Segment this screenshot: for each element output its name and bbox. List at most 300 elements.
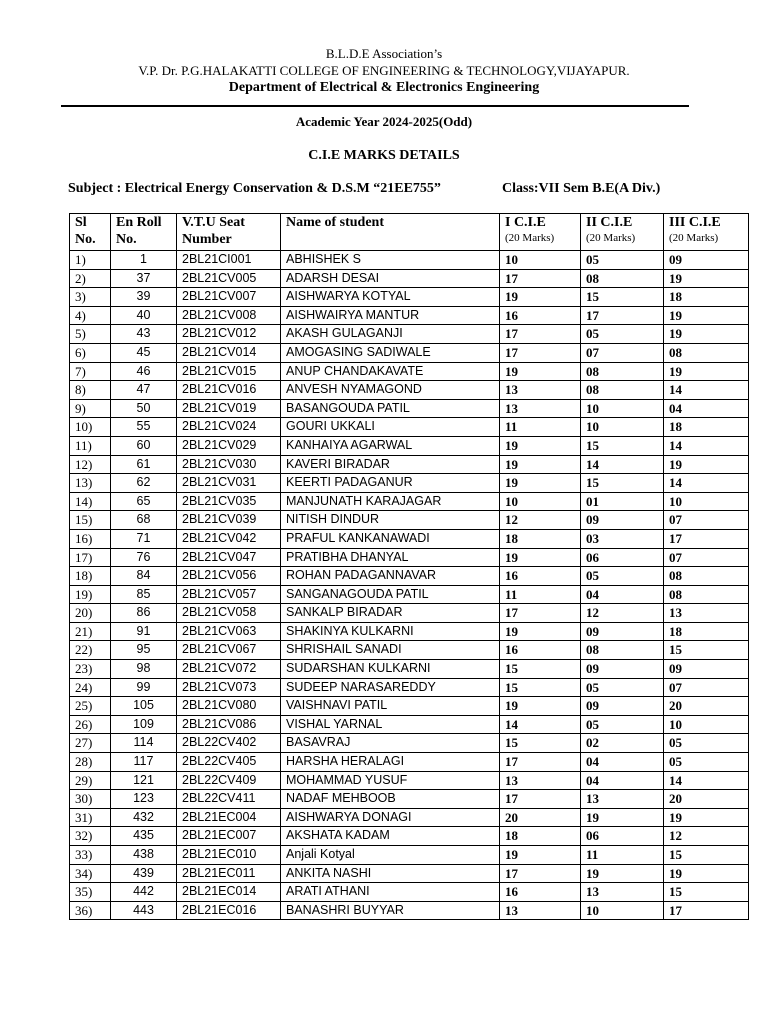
name-cell: SHAKINYA KULKARNI (281, 622, 500, 641)
cie3-cell: 19 (664, 808, 749, 827)
cie2-cell: 09 (581, 660, 664, 679)
cie1-cell: 17 (500, 343, 581, 362)
cie2-cell: 08 (581, 362, 664, 381)
name-cell: AKASH GULAGANJI (281, 325, 500, 344)
roll-cell: 46 (111, 362, 177, 381)
table-row (70, 399, 749, 418)
cie3-cell: 14 (664, 381, 749, 400)
roll-cell: 61 (111, 455, 177, 474)
cie1-cell: 15 (500, 660, 581, 679)
roll-cell: 91 (111, 622, 177, 641)
cie1-cell: 13 (500, 399, 581, 418)
name-cell: HARSHA HERALAGI (281, 753, 500, 772)
seat-cell: 2BL21CV014 (177, 343, 281, 362)
cie2-cell: 19 (581, 808, 664, 827)
cie1-cell: 19 (500, 288, 581, 307)
table-row (70, 697, 749, 716)
sl-cell: 22) (70, 641, 111, 660)
roll-cell: 442 (111, 883, 177, 902)
cie3-cell: 07 (664, 548, 749, 567)
name-cell: MANJUNATH KARAJAGAR (281, 492, 500, 511)
table-row (70, 418, 749, 437)
college-name: V.P. Dr. P.G.HALAKATTI COLLEGE OF ENGINEERING & TECHNOLOGY,VIJAYAPUR. (138, 63, 630, 78)
cie1-cell: 19 (500, 846, 581, 865)
name-cell: ABHISHEK S (281, 251, 500, 270)
table-row (70, 753, 749, 772)
cie3-cell: 08 (664, 585, 749, 604)
sl-cell: 36) (70, 901, 111, 920)
sl-cell: 6) (70, 343, 111, 362)
name-cell: PRAFUL KANKANAWADI (281, 529, 500, 548)
cie3-cell: 07 (664, 678, 749, 697)
name-cell: SHRISHAIL SANADI (281, 641, 500, 660)
roll-cell: 43 (111, 325, 177, 344)
sl-cell: 11) (70, 436, 111, 455)
cie3-cell: 15 (664, 641, 749, 660)
cie1-cell: 19 (500, 436, 581, 455)
cie2-cell: 05 (581, 251, 664, 270)
table-row (70, 604, 749, 623)
cie1-cell: 20 (500, 808, 581, 827)
cie2-cell: 12 (581, 604, 664, 623)
roll-cell: 432 (111, 808, 177, 827)
name-cell: ARATI ATHANI (281, 883, 500, 902)
seat-cell: 2BL22CV411 (177, 790, 281, 809)
table-row (70, 641, 749, 660)
cie2-cell: 01 (581, 492, 664, 511)
table-row (70, 436, 749, 455)
name-cell: AISHWARYA DONAGI (281, 808, 500, 827)
seat-cell: 2BL21CV067 (177, 641, 281, 660)
cie2-cell: 09 (581, 697, 664, 716)
sl-cell: 15) (70, 511, 111, 530)
cie3-cell: 13 (664, 604, 749, 623)
roll-cell: 95 (111, 641, 177, 660)
seat-cell: 2BL22CV402 (177, 734, 281, 753)
sl-cell: 16) (70, 529, 111, 548)
table-row (70, 864, 749, 883)
table-row (70, 251, 749, 270)
cie1-cell: 10 (500, 251, 581, 270)
roll-cell: 40 (111, 306, 177, 325)
sl-cell: 19) (70, 585, 111, 604)
cie1-cell: 19 (500, 474, 581, 493)
sl-cell: 31) (70, 808, 111, 827)
table-row (70, 548, 749, 567)
cie1-cell: 10 (500, 492, 581, 511)
roll-cell: 99 (111, 678, 177, 697)
roll-cell: 439 (111, 864, 177, 883)
roll-cell: 443 (111, 901, 177, 920)
sl-cell: 20) (70, 604, 111, 623)
cie1-cell: 11 (500, 585, 581, 604)
table-row (70, 381, 749, 400)
cie2-cell: 09 (581, 511, 664, 530)
seat-cell: 2BL21CV072 (177, 660, 281, 679)
cie1-cell: 18 (500, 827, 581, 846)
cie3-cell: 20 (664, 697, 749, 716)
name-cell: SANKALP BIRADAR (281, 604, 500, 623)
cie1-cell: 19 (500, 622, 581, 641)
cie2-cell: 13 (581, 790, 664, 809)
cie3-cell: 14 (664, 474, 749, 493)
cie2-cell: 05 (581, 678, 664, 697)
name-cell: VAISHNAVI PATIL (281, 697, 500, 716)
cie1-cell: 19 (500, 455, 581, 474)
sl-cell: 13) (70, 474, 111, 493)
seat-cell: 2BL21CV012 (177, 325, 281, 344)
cie3-cell: 18 (664, 622, 749, 641)
table-row (70, 455, 749, 474)
marks-table (69, 213, 749, 920)
cie2-cell: 15 (581, 474, 664, 493)
roll-cell: 1 (111, 251, 177, 270)
cie1-cell: 18 (500, 529, 581, 548)
sl-cell: 10) (70, 418, 111, 437)
cie3-cell: 15 (664, 883, 749, 902)
name-cell: AISHWAIRYA MANTUR (281, 306, 500, 325)
table-row (70, 790, 749, 809)
name-cell: NITISH DINDUR (281, 511, 500, 530)
header-name: Name of student (281, 214, 500, 251)
name-cell: NADAF MEHBOOB (281, 790, 500, 809)
academic-year: Academic Year 2024-2025(Odd) (295, 114, 473, 129)
cie2-cell: 14 (581, 455, 664, 474)
cie1-cell: 14 (500, 715, 581, 734)
seat-cell: 2BL21CV024 (177, 418, 281, 437)
name-cell: SUDARSHAN KULKARNI (281, 660, 500, 679)
name-cell: SANGANAGOUDA PATIL (281, 585, 500, 604)
cie2-cell: 08 (581, 381, 664, 400)
cie3-cell: 17 (664, 529, 749, 548)
cie1-cell: 19 (500, 362, 581, 381)
table-row (70, 827, 749, 846)
table-header-row (70, 214, 749, 251)
roll-cell: 123 (111, 790, 177, 809)
seat-cell: 2BL21CV031 (177, 474, 281, 493)
seat-cell: 2BL21CV030 (177, 455, 281, 474)
cie1-cell: 16 (500, 883, 581, 902)
cie2-cell: 04 (581, 771, 664, 790)
cie2-cell: 09 (581, 622, 664, 641)
cie2-cell: 03 (581, 529, 664, 548)
name-cell: SUDEEP NARASAREDDY (281, 678, 500, 697)
seat-cell: 2BL21CV005 (177, 269, 281, 288)
roll-cell: 438 (111, 846, 177, 865)
table-row (70, 325, 749, 344)
cie1-cell: 17 (500, 790, 581, 809)
cie2-cell: 17 (581, 306, 664, 325)
name-cell: AKSHATA KADAM (281, 827, 500, 846)
table-row (70, 511, 749, 530)
cie2-cell: 04 (581, 753, 664, 772)
sl-cell: 3) (70, 288, 111, 307)
header-roll: En Roll No. (111, 214, 177, 251)
cie3-cell: 17 (664, 901, 749, 920)
cie1-cell: 16 (500, 306, 581, 325)
roll-cell: 37 (111, 269, 177, 288)
table-row (70, 771, 749, 790)
sl-cell: 28) (70, 753, 111, 772)
sl-cell: 8) (70, 381, 111, 400)
cie3-cell: 04 (664, 399, 749, 418)
name-cell: VISHAL YARNAL (281, 715, 500, 734)
sl-cell: 21) (70, 622, 111, 641)
sl-cell: 32) (70, 827, 111, 846)
seat-cell: 2BL21CV086 (177, 715, 281, 734)
table-row (70, 567, 749, 586)
seat-cell: 2BL21EC011 (177, 864, 281, 883)
roll-cell: 98 (111, 660, 177, 679)
name-cell: AISHWARYA KOTYAL (281, 288, 500, 307)
seat-cell: 2BL21CV019 (177, 399, 281, 418)
cie3-cell: 19 (664, 864, 749, 883)
table-row (70, 474, 749, 493)
name-cell: BASAVRAJ (281, 734, 500, 753)
cie1-cell: 13 (500, 901, 581, 920)
cie2-cell: 10 (581, 418, 664, 437)
sl-cell: 34) (70, 864, 111, 883)
sl-cell: 14) (70, 492, 111, 511)
cie2-cell: 07 (581, 343, 664, 362)
sl-cell: 27) (70, 734, 111, 753)
table-row (70, 622, 749, 641)
cie1-cell: 17 (500, 753, 581, 772)
cie2-cell: 15 (581, 436, 664, 455)
cie3-cell: 12 (664, 827, 749, 846)
roll-cell: 47 (111, 381, 177, 400)
cie1-cell: 16 (500, 567, 581, 586)
cie3-cell: 15 (664, 846, 749, 865)
seat-cell: 2BL21EC016 (177, 901, 281, 920)
cie2-cell: 08 (581, 269, 664, 288)
header-cie2: II C.I.E (20 Marks) (581, 214, 664, 251)
cie2-cell: 02 (581, 734, 664, 753)
cie3-cell: 10 (664, 715, 749, 734)
cie3-cell: 10 (664, 492, 749, 511)
header-sl: Sl No. (70, 214, 111, 251)
sl-cell: 26) (70, 715, 111, 734)
cie2-cell: 04 (581, 585, 664, 604)
seat-cell: 2BL22CV405 (177, 753, 281, 772)
cie3-cell: 20 (664, 790, 749, 809)
cie1-cell: 17 (500, 604, 581, 623)
cie3-cell: 14 (664, 436, 749, 455)
sl-cell: 4) (70, 306, 111, 325)
seat-cell: 2BL21CV008 (177, 306, 281, 325)
cie1-cell: 15 (500, 734, 581, 753)
cie1-cell: 15 (500, 678, 581, 697)
sl-cell: 9) (70, 399, 111, 418)
table-row (70, 343, 749, 362)
seat-cell: 2BL21CV015 (177, 362, 281, 381)
cie2-cell: 10 (581, 901, 664, 920)
sl-cell: 18) (70, 567, 111, 586)
name-cell: KAVERI BIRADAR (281, 455, 500, 474)
roll-cell: 114 (111, 734, 177, 753)
roll-cell: 85 (111, 585, 177, 604)
name-cell: KANHAIYA AGARWAL (281, 436, 500, 455)
cie3-cell: 08 (664, 343, 749, 362)
table-row (70, 269, 749, 288)
seat-cell: 2BL21EC007 (177, 827, 281, 846)
table-row (70, 529, 749, 548)
name-cell: BASANGOUDA PATIL (281, 399, 500, 418)
seat-cell: 2BL21CV039 (177, 511, 281, 530)
table-row (70, 901, 749, 920)
seat-cell: 2BL21CV058 (177, 604, 281, 623)
roll-cell: 55 (111, 418, 177, 437)
seat-cell: 2BL21CV063 (177, 622, 281, 641)
name-cell: ADARSH DESAI (281, 269, 500, 288)
sl-cell: 35) (70, 883, 111, 902)
cie1-cell: 17 (500, 269, 581, 288)
roll-cell: 65 (111, 492, 177, 511)
seat-cell: 2BL21EC010 (177, 846, 281, 865)
name-cell: MOHAMMAD YUSUF (281, 771, 500, 790)
roll-cell: 109 (111, 715, 177, 734)
roll-cell: 84 (111, 567, 177, 586)
name-cell: AMOGASING SADIWALE (281, 343, 500, 362)
cie2-cell: 05 (581, 325, 664, 344)
cie3-cell: 19 (664, 325, 749, 344)
roll-cell: 86 (111, 604, 177, 623)
roll-cell: 45 (111, 343, 177, 362)
name-cell: ANVESH NYAMAGOND (281, 381, 500, 400)
table-row (70, 846, 749, 865)
roll-cell: 60 (111, 436, 177, 455)
cie2-cell: 05 (581, 567, 664, 586)
seat-cell: 2BL21EC014 (177, 883, 281, 902)
seat-cell: 2BL21CV080 (177, 697, 281, 716)
header-cie3: III C.I.E (20 Marks) (664, 214, 749, 251)
cie1-cell: 12 (500, 511, 581, 530)
seat-cell: 2BL21CV056 (177, 567, 281, 586)
cie3-cell: 19 (664, 269, 749, 288)
cie2-cell: 13 (581, 883, 664, 902)
sl-cell: 17) (70, 548, 111, 567)
table-row (70, 883, 749, 902)
cie2-cell: 10 (581, 399, 664, 418)
table-row (70, 492, 749, 511)
cie3-cell: 19 (664, 455, 749, 474)
cie2-cell: 08 (581, 641, 664, 660)
seat-cell: 2BL21CV016 (177, 381, 281, 400)
sl-cell: 24) (70, 678, 111, 697)
sl-cell: 25) (70, 697, 111, 716)
name-cell: PRATIBHA DHANYAL (281, 548, 500, 567)
table-row (70, 585, 749, 604)
sl-cell: 29) (70, 771, 111, 790)
roll-cell: 50 (111, 399, 177, 418)
cie1-cell: 13 (500, 771, 581, 790)
name-cell: KEERTI PADAGANUR (281, 474, 500, 493)
cie2-cell: 05 (581, 715, 664, 734)
cie3-cell: 19 (664, 362, 749, 381)
table-row (70, 715, 749, 734)
cie3-cell: 18 (664, 288, 749, 307)
seat-cell: 2BL21CV047 (177, 548, 281, 567)
cie3-cell: 19 (664, 306, 749, 325)
document-title: C.I.E MARKS DETAILS (308, 148, 460, 163)
cie2-cell: 19 (581, 864, 664, 883)
table-row (70, 660, 749, 679)
class-line: Class:VII Sem B.E(A Div.) (502, 181, 661, 196)
seat-cell: 2BL21CI001 (177, 251, 281, 270)
table-row (70, 362, 749, 381)
cie3-cell: 05 (664, 734, 749, 753)
sl-cell: 33) (70, 846, 111, 865)
seat-cell: 2BL21CV057 (177, 585, 281, 604)
seat-cell: 2BL22CV409 (177, 771, 281, 790)
roll-cell: 117 (111, 753, 177, 772)
seat-cell: 2BL21CV042 (177, 529, 281, 548)
cie3-cell: 18 (664, 418, 749, 437)
seat-cell: 2BL21EC004 (177, 808, 281, 827)
sl-cell: 12) (70, 455, 111, 474)
cie2-cell: 11 (581, 846, 664, 865)
association-name: B.L.D.E Association’s (325, 46, 443, 61)
roll-cell: 62 (111, 474, 177, 493)
subject-line: Subject : Electrical Energy Conservation & D.S.M “21EE755” (68, 181, 441, 196)
name-cell: BANASHRI BUYYAR (281, 901, 500, 920)
cie1-cell: 13 (500, 381, 581, 400)
cie1-cell: 16 (500, 641, 581, 660)
name-cell: Anjali Kotyal (281, 846, 500, 865)
sl-cell: 30) (70, 790, 111, 809)
sl-cell: 1) (70, 251, 111, 270)
department-name: Department of Electrical & Electronics Engineering (228, 80, 540, 95)
header-seat: V.T.U Seat Number (177, 214, 281, 251)
roll-cell: 121 (111, 771, 177, 790)
cie1-cell: 17 (500, 325, 581, 344)
roll-cell: 435 (111, 827, 177, 846)
name-cell: ROHAN PADAGANNAVAR (281, 567, 500, 586)
sl-cell: 5) (70, 325, 111, 344)
sl-cell: 7) (70, 362, 111, 381)
table-row (70, 734, 749, 753)
roll-cell: 76 (111, 548, 177, 567)
header-cie1: I C.I.E (20 Marks) (500, 214, 581, 251)
roll-cell: 68 (111, 511, 177, 530)
name-cell: ANKITA NASHI (281, 864, 500, 883)
cie3-cell: 08 (664, 567, 749, 586)
seat-cell: 2BL21CV029 (177, 436, 281, 455)
roll-cell: 105 (111, 697, 177, 716)
sl-cell: 2) (70, 269, 111, 288)
cie3-cell: 05 (664, 753, 749, 772)
cie1-cell: 19 (500, 697, 581, 716)
name-cell: ANUP CHANDAKAVATE (281, 362, 500, 381)
roll-cell: 71 (111, 529, 177, 548)
header-divider (61, 105, 689, 107)
cie1-cell: 19 (500, 548, 581, 567)
table-row (70, 808, 749, 827)
sl-cell: 23) (70, 660, 111, 679)
seat-cell: 2BL21CV073 (177, 678, 281, 697)
cie3-cell: 07 (664, 511, 749, 530)
seat-cell: 2BL21CV007 (177, 288, 281, 307)
cie2-cell: 06 (581, 827, 664, 846)
table-row (70, 306, 749, 325)
table-row (70, 678, 749, 697)
seat-cell: 2BL21CV035 (177, 492, 281, 511)
cie2-cell: 06 (581, 548, 664, 567)
cie1-cell: 11 (500, 418, 581, 437)
name-cell: GOURI UKKALI (281, 418, 500, 437)
cie3-cell: 14 (664, 771, 749, 790)
cie3-cell: 09 (664, 251, 749, 270)
